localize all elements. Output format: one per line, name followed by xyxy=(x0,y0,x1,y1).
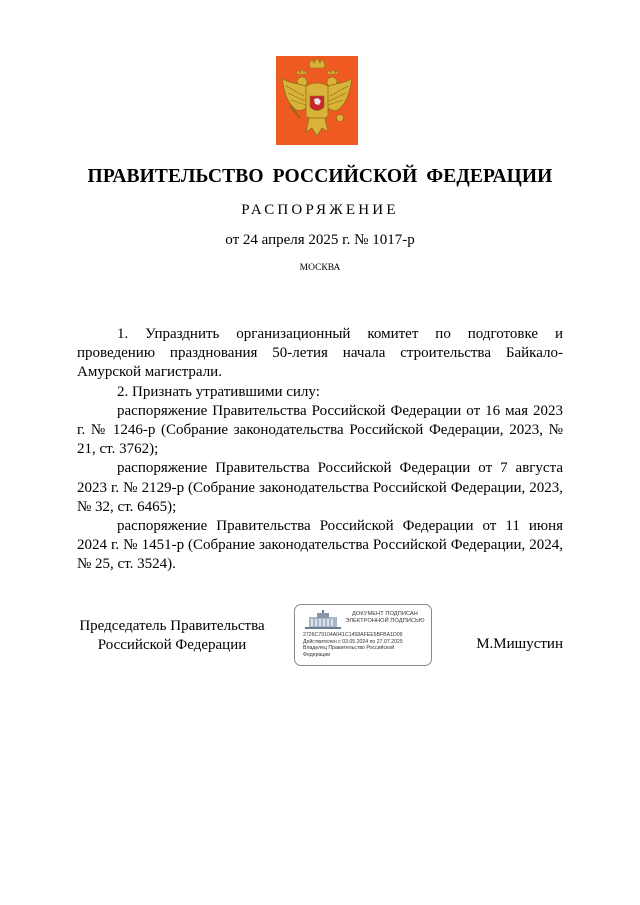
signatory-position-line-2: Российской Федерации xyxy=(97,637,247,653)
stamp-certificate: 2726C79104A041C1458AFEE5BFBA1D09 xyxy=(303,632,403,638)
paragraph-item-1: 1. Упразднить организационный комитет по подготовке и проведению празднования 50-летия начала строительства Байкало-Амурской магистрали. xyxy=(77,326,563,381)
document-city: МОСКВА xyxy=(299,263,341,273)
russian-coat-of-arms-icon xyxy=(276,56,358,145)
document-date-number: от 24 апреля 2025 г. № 1017-р xyxy=(225,232,415,248)
signatory-position xyxy=(77,617,267,655)
signatory-name: М.Мишустин xyxy=(476,636,563,652)
stamp-owner-line-2: Федерации xyxy=(303,651,331,658)
repealed-order-3: распоряжение Правительства Российской Федерации от 11 июня 2024 г. № 1451-р (Собрание законодательства Российской Федерации, 2024, № 25, ст. 3524). xyxy=(77,518,563,573)
government-building-icon xyxy=(303,610,343,630)
stamp-owner-line-1: Владелец Правительство Российской xyxy=(303,645,395,652)
stamp-heading xyxy=(341,611,429,625)
document-body xyxy=(77,325,563,575)
repealed-order-1: распоряжение Правительства Российской Федерации от 16 мая 2023 г. № 1246-р (Собрание законодательства Российской Федерации, 2023, № 21, ст. 3762); xyxy=(77,402,563,458)
stamp-details xyxy=(303,632,429,658)
electronic-signature-stamp xyxy=(294,604,432,666)
repealed-order-2: распоряжение Правительства Российской Федерации от 7 августа 2023 г. № 2129-р (Собрание законодательства Российской Федерации, 2023, № 32, ст. 6465); xyxy=(77,460,563,515)
paragraph-item-2: 2. Признать утратившими силу: xyxy=(117,383,320,400)
stamp-heading-line-2: ЭЛЕКТРОННОЙ ПОДПИСЬЮ xyxy=(345,618,425,624)
document-type: РАСПОРЯЖЕНИЕ xyxy=(241,202,399,218)
stamp-validity: Действителен с 03.05.2024 по 27.07.2025 xyxy=(303,638,403,645)
government-title: ПРАВИТЕЛЬСТВО РОССИЙСКОЙ ФЕДЕРАЦИИ xyxy=(87,166,553,187)
signatory-position-line-1: Председатель Правительства xyxy=(79,618,265,634)
stamp-heading-line-1: ДОКУМЕНТ ПОДПИСАН xyxy=(352,611,418,617)
